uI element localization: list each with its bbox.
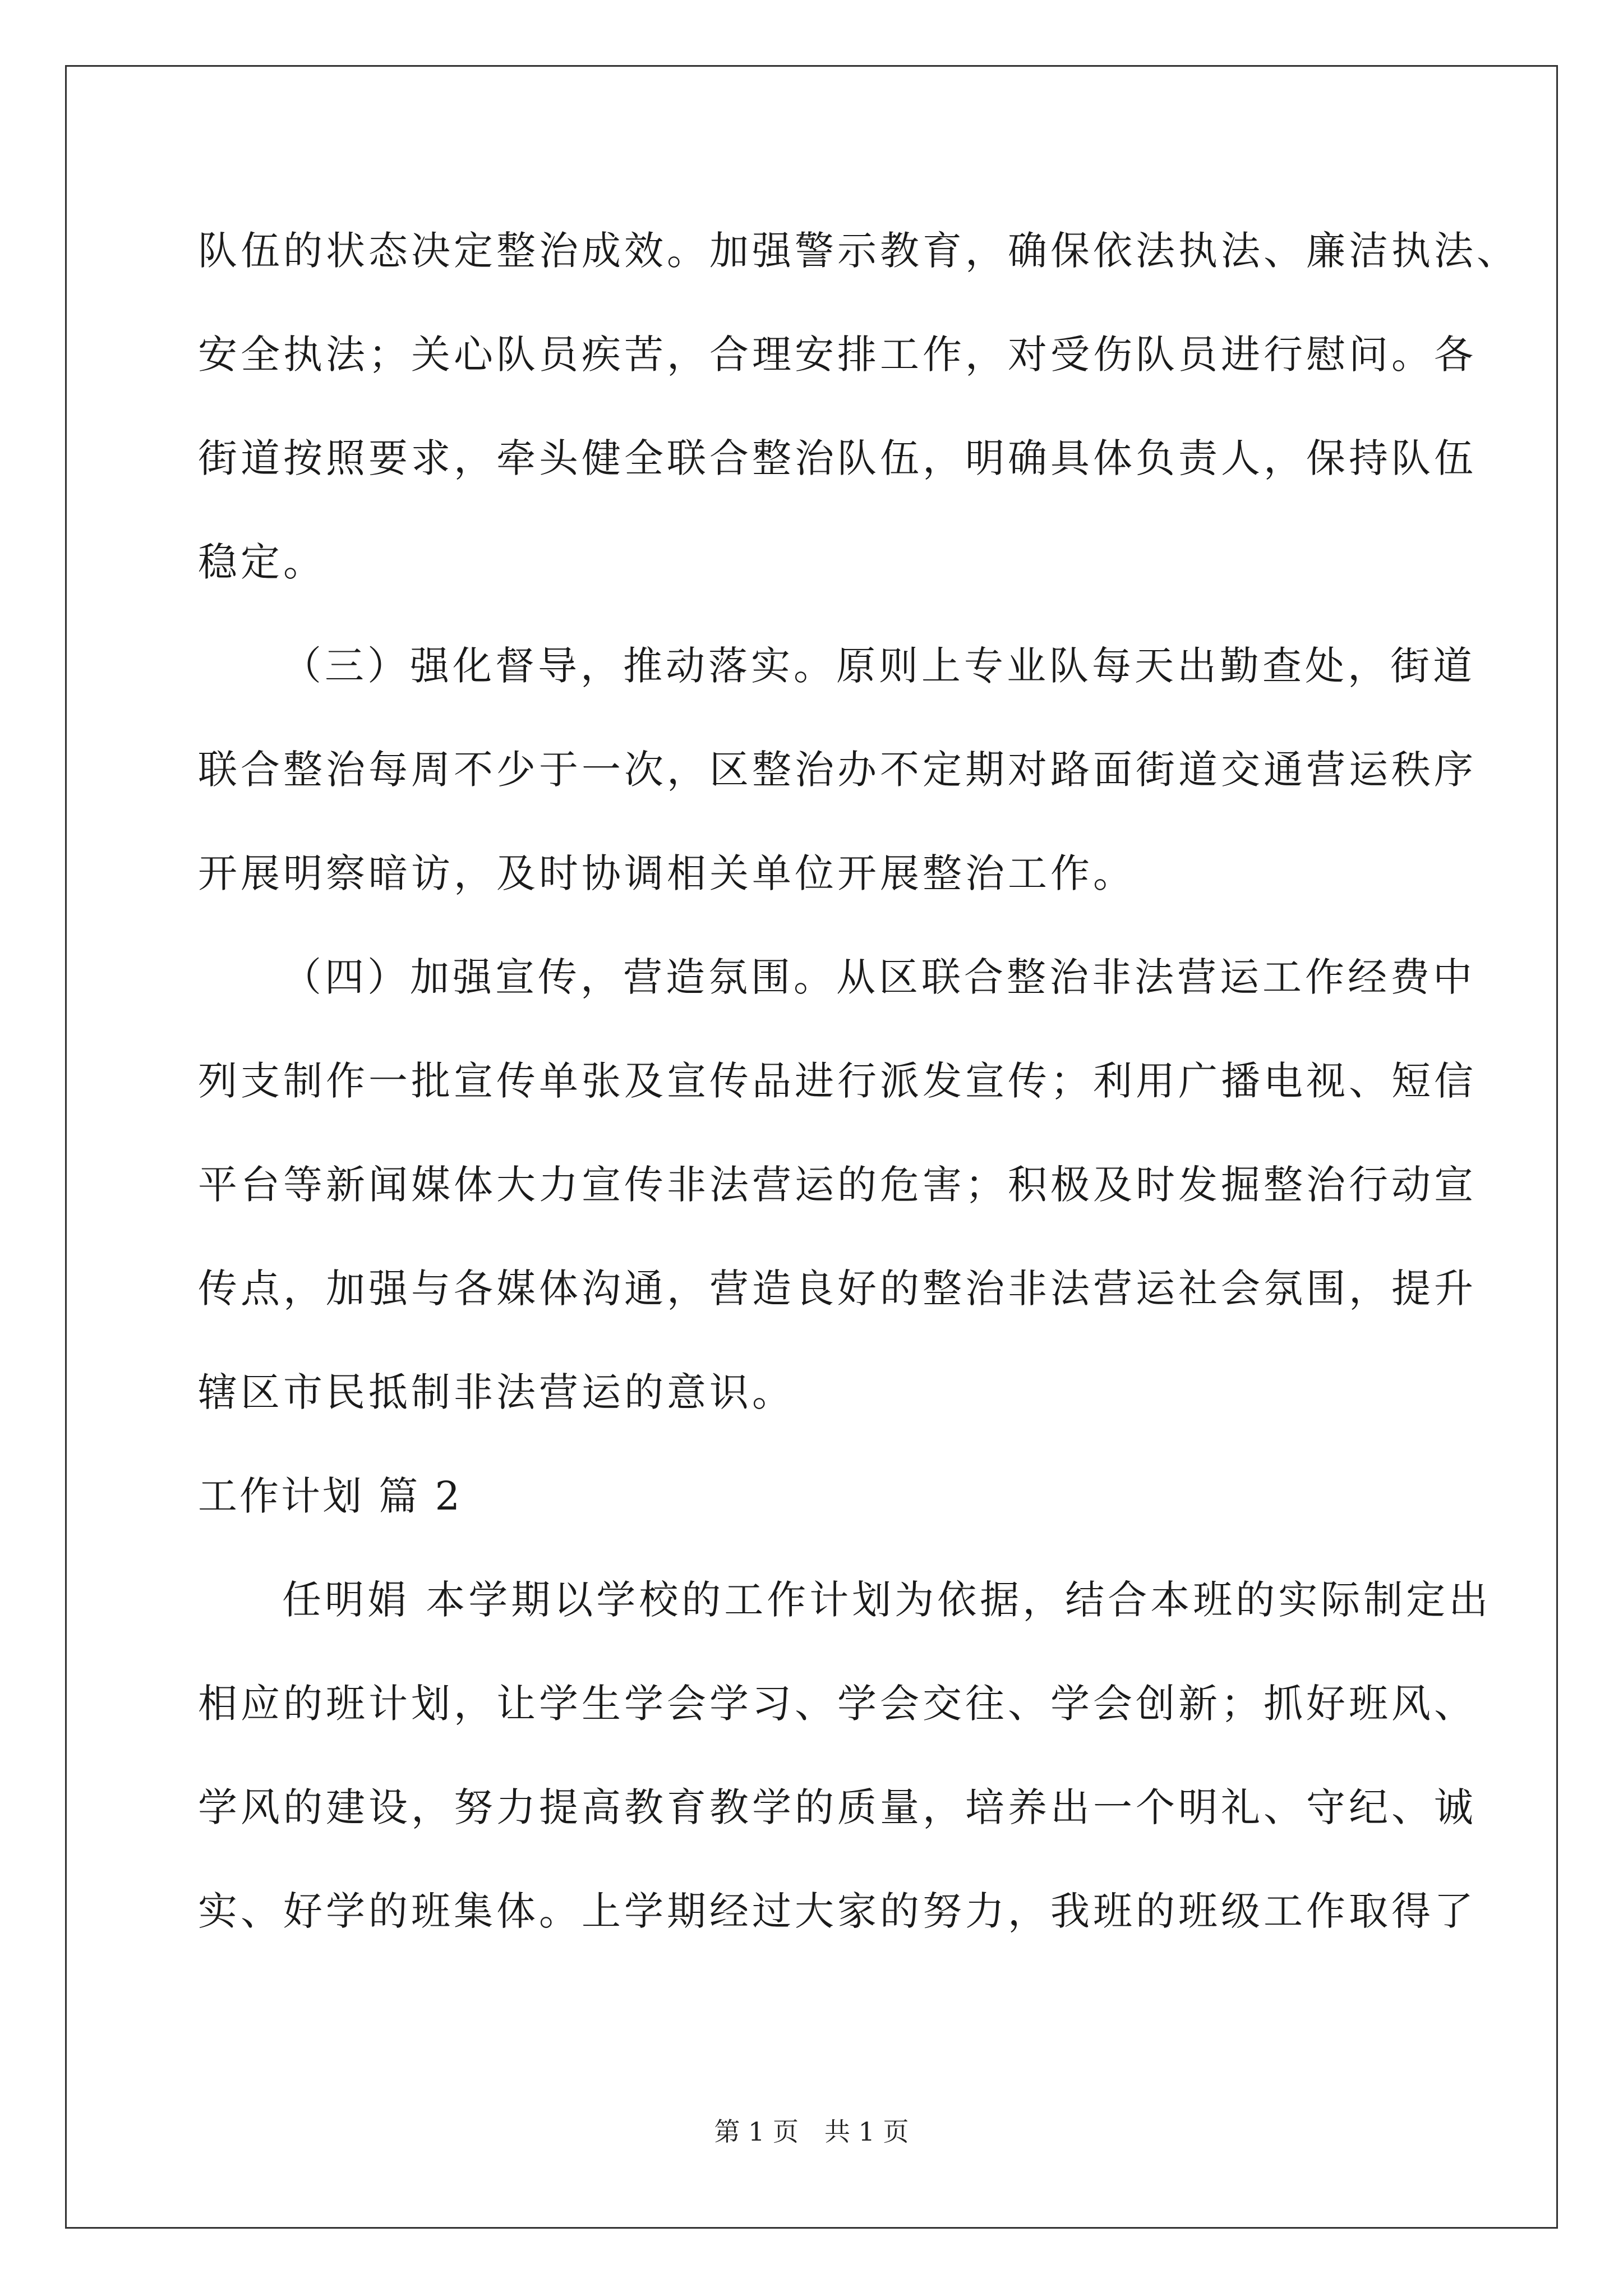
text-line: 安全执法；关心队员疾苦，合理安排工作，对受伤队员进行慰问。各 (198, 332, 1477, 378)
text-line: 传点，加强与各媒体沟通，营造良好的整治非法营运社会氛围，提升 (198, 1266, 1477, 1312)
section-heading: 工作计划 篇 2 (198, 1473, 463, 1519)
text-line: 辖区市民抵制非法营运的意识。 (198, 1369, 795, 1415)
page-footer: 第 1 页 共 1 页 (714, 2116, 909, 2147)
text-line: 学风的建设，努力提高教育教学的质量，培养出一个明礼、守纪、诚 (198, 1784, 1477, 1830)
document-body (198, 199, 1519, 1963)
text-line: 稳定。 (198, 539, 326, 585)
text-line: 队伍的状态决定整治成效。加强警示教育，确保依法执法、廉洁执法、 (198, 228, 1519, 274)
text-line: 开展明察暗访，及时协调相关单位开展整治工作。 (198, 850, 1136, 896)
paragraph-start-line: 任明娟 本学期以学校的工作计划为依据，结合本班的实际制定出 (282, 1577, 1492, 1623)
text-line: 实、好学的班集体。上学期经过大家的努力，我班的班级工作取得了 (198, 1888, 1477, 1934)
text-line: 相应的班计划，让学生学会学习、学会交往、学会创新；抓好班风、 (198, 1681, 1477, 1727)
text-line: 平台等新闻媒体大力宣传非法营运的危害；积极及时发掘整治行动宣 (198, 1162, 1477, 1208)
text-line: 联合整治每周不少于一次，区整治办不定期对路面街道交通营运秩序 (198, 747, 1477, 793)
text-line: 街道按照要求，牵头健全联合整治队伍，明确具体负责人，保持队伍 (198, 435, 1477, 481)
text-line: 列支制作一批宣传单张及宣传品进行派发宣传；利用广播电视、短信 (198, 1058, 1477, 1104)
paragraph-start-line: （四）加强宣传，营造氛围。从区联合整治非法营运工作经费中 (282, 954, 1476, 1000)
paragraph-start-line: （三）强化督导，推动落实。原则上专业队每天出勤查处，街道 (282, 643, 1476, 689)
